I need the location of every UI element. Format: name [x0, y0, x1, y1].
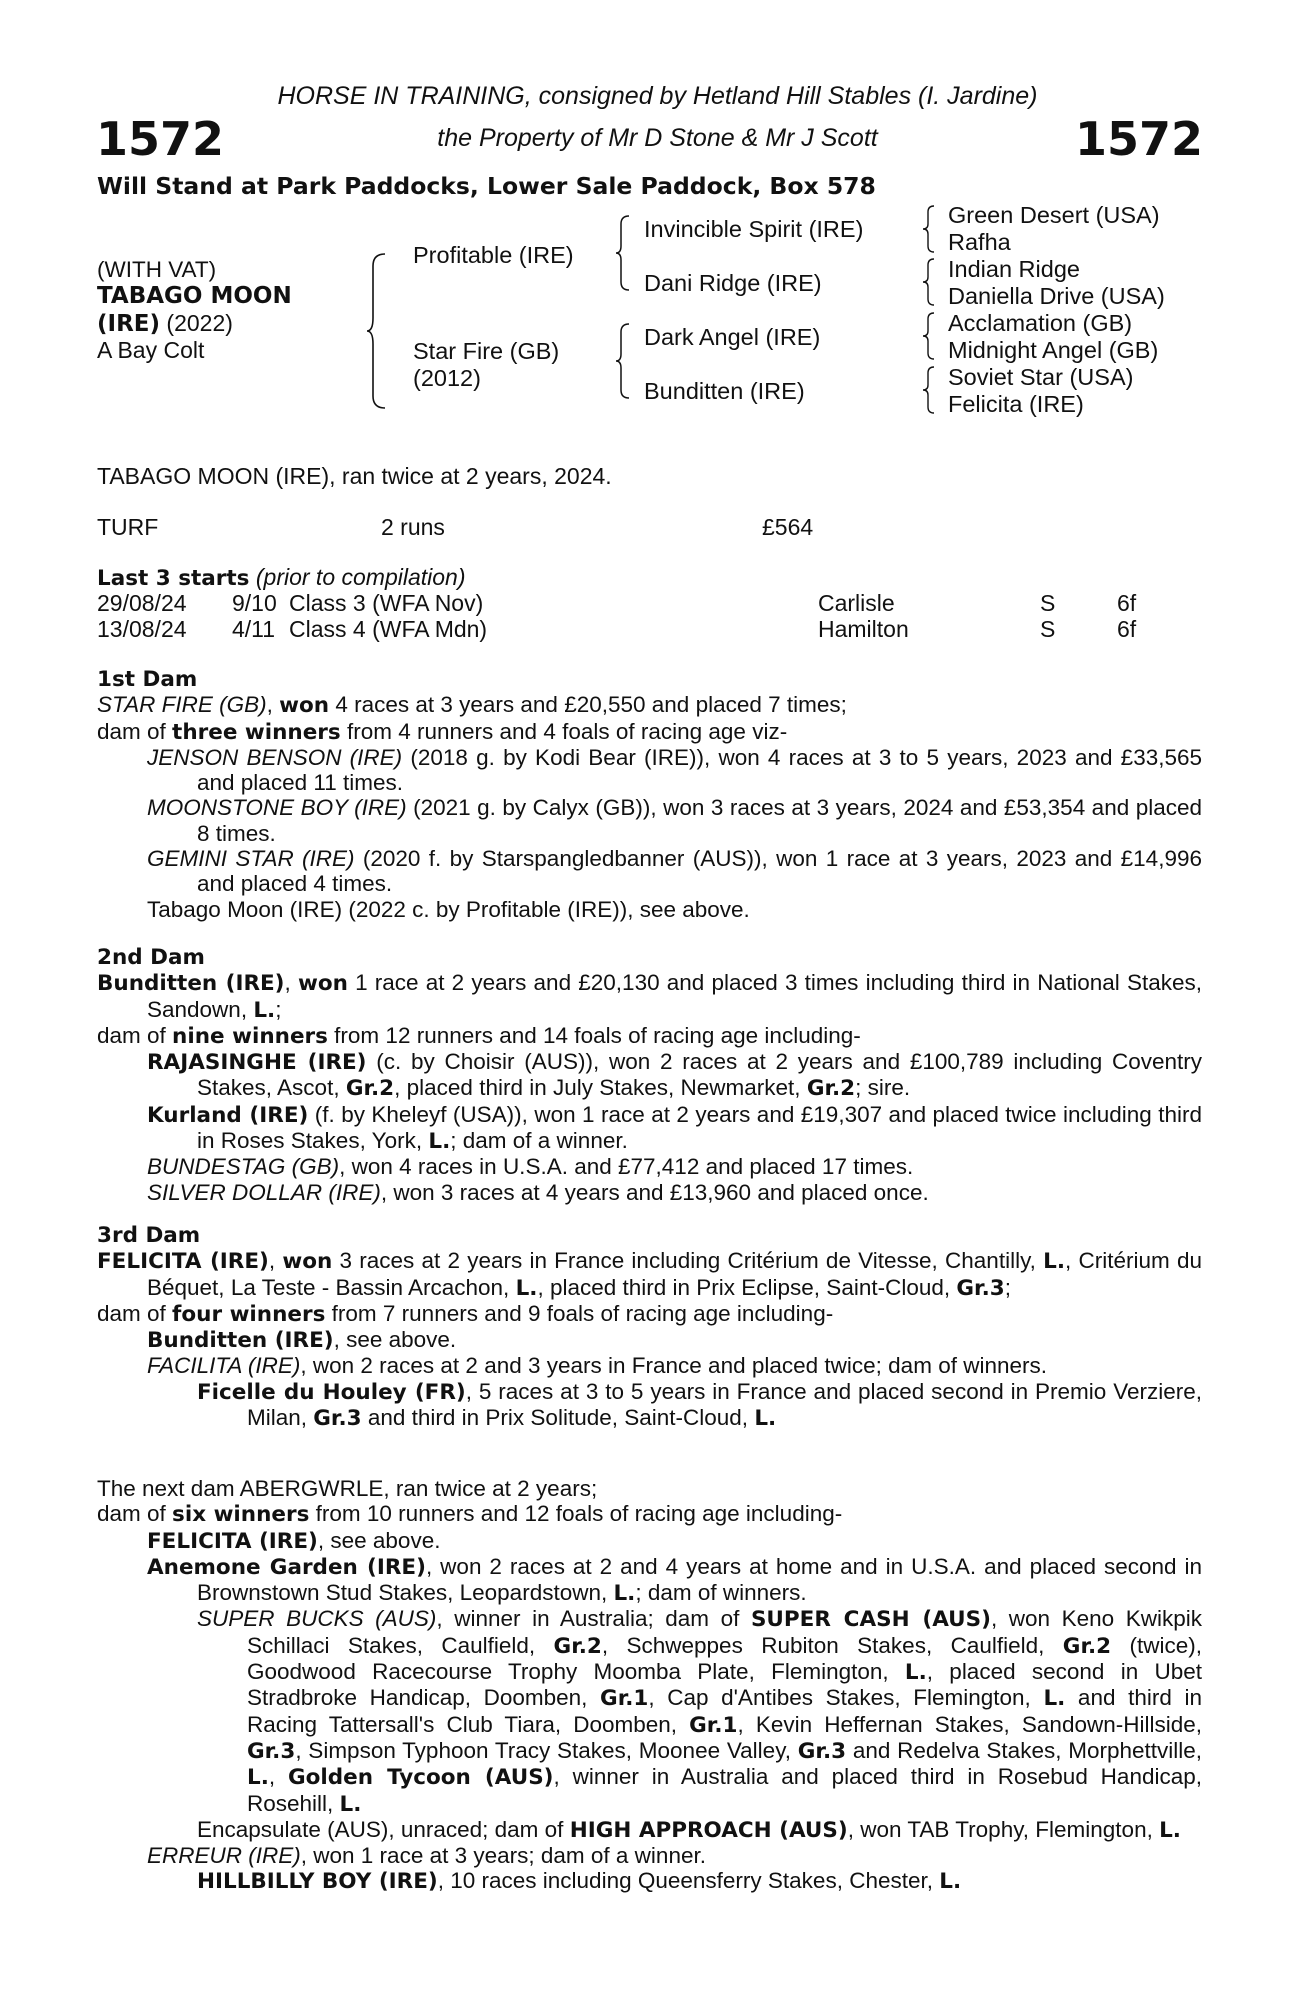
start-going: S — [1040, 616, 1056, 642]
turf-earnings: £564 — [762, 514, 814, 540]
pedigree-ddd: Felicita (IRE) — [948, 391, 1084, 417]
list-item: Ficelle du Houley (FR), 5 races at 3 to 5 years in France and placed second in Premio Verziere, Milan, Gr.3 and third in Prix Solitude, Saint-Cloud, L. — [197, 1378, 1202, 1432]
pedigree-brace-dam — [614, 322, 632, 400]
third-dam-produce: dam of four winners from 7 runners and 9 foals of racing age including- — [97, 1300, 834, 1327]
second-dam-section — [97, 944, 1202, 1205]
pedigree-ssd: Rafha — [948, 229, 1011, 255]
list-item: GEMINI STAR (IRE) (2020 f. by Starspangledbanner (AUS)), won 1 race at 3 years, 2023 and £14,996 and placed 4 times. — [147, 846, 1202, 897]
start-going: S — [1040, 590, 1056, 616]
second-dam-produce: dam of nine winners from 12 runners and 14 foals of racing age including- — [97, 1022, 861, 1049]
start-position: 9/10 — [232, 590, 277, 616]
start-race: Class 4 (WFA Mdn) — [289, 616, 488, 642]
list-item: FACILITA (IRE), won 2 races at 2 and 3 years in France and placed twice; dam of winners. — [147, 1353, 1047, 1379]
first-dam-record: STAR FIRE (GB), won 4 races at 3 years and £20,550 and placed 7 times; — [97, 692, 847, 719]
pedigree-sire-dam: Dani Ridge (IRE) — [644, 270, 822, 296]
second-dam-record: Bunditten (IRE), won 1 race at 2 years and £20,130 and placed 3 times including third in National Stakes, Sandown, L.; — [97, 970, 1202, 1023]
pedigree-sdd: Daniella Drive (USA) — [948, 283, 1165, 309]
horse-origin-year — [97, 310, 233, 337]
list-item: RAJASINGHE (IRE) (c. by Choisir (AUS)), won 2 races at 2 years and £100,789 including Coventry Stakes, Ascot, Gr.2, placed third in July Stakes, Newmarket, Gr.2; sire. — [147, 1049, 1202, 1102]
list-item: Anemone Garden (IRE), won 2 races at 2 and 4 years at home and in U.S.A. and placed second in Brownstown Stud Stakes, Leopardstown, L.; dam of winners. — [147, 1553, 1202, 1607]
pedigree-dam: Star Fire (GB) — [413, 338, 560, 364]
next-dam-record: The next dam ABERGWRLE, ran twice at 2 years; — [97, 1476, 598, 1501]
pedigree-brace-ss — [921, 204, 937, 254]
start-date: 13/08/24 — [97, 616, 187, 642]
pedigree-dam-year: (2012) — [413, 365, 481, 391]
second-dam-heading: 2nd Dam — [97, 945, 205, 970]
list-item: Bunditten (IRE), see above. — [147, 1327, 457, 1354]
turf-runs: 2 runs — [381, 514, 445, 540]
pedigree-sire: Profitable (IRE) — [413, 242, 574, 268]
first-dam-heading: 1st Dam — [97, 667, 198, 692]
pedigree-dds: Soviet Star (USA) — [948, 364, 1134, 390]
third-dam-heading: 3rd Dam — [97, 1223, 201, 1248]
list-item: Kurland (IRE) (f. by Kheleyf (USA)), won 1 race at 2 years and £19,307 and placed twice including third in Roses Stakes, York, L.; dam of a winner. — [147, 1101, 1202, 1155]
start-position: 4/11 — [232, 616, 276, 642]
list-item: SILVER DOLLAR (IRE), won 3 races at 4 years and £13,960 and placed once. — [147, 1179, 929, 1205]
first-dam-section — [97, 666, 1202, 922]
vat-note: (WITH VAT) — [97, 257, 217, 282]
start-course: Hamilton — [818, 616, 909, 642]
list-item: ERREUR (IRE), won 1 race at 3 years; dam of a winner. — [147, 1843, 706, 1869]
list-item: Tabago Moon (IRE) (2022 c. by Profitable (IRE)), see above. — [147, 896, 750, 922]
pedigree-brace-ds — [921, 311, 937, 361]
next-dam-produce: dam of six winners from 10 runners and 12 foals of racing age including- — [97, 1501, 843, 1528]
list-item: MOONSTONE BOY (IRE) (2021 g. by Calyx (GB)), won 3 races at 3 years, 2024 and £53,354 and placed 8 times. — [147, 795, 1202, 846]
third-dam-section — [97, 1222, 1202, 1431]
pedigree-brace-dd — [921, 365, 937, 415]
horse-origin: (IRE) — [97, 311, 161, 337]
turf-label: TURF — [97, 514, 159, 540]
pedigree-dam-dam: Bunditten (IRE) — [644, 378, 805, 404]
list-item: Encapsulate (AUS), unraced; dam of HIGH APPROACH (AUS), won TAB Trophy, Flemington, L. — [197, 1816, 1181, 1843]
start-race: Class 3 (WFA Nov) — [289, 590, 484, 616]
pedigree-brace-sd — [921, 257, 937, 307]
stand-location: Will Stand at Park Paddocks, Lower Sale Paddock, Box 578 — [97, 172, 876, 200]
pedigree-sds: Indian Ridge — [948, 256, 1080, 282]
pedigree-dsd: Midnight Angel (GB) — [948, 337, 1159, 363]
lot-number-right: 1572 — [1074, 112, 1203, 166]
last-starts-title: Last 3 starts — [97, 566, 250, 591]
horse-name: TABAGO MOON — [97, 283, 292, 309]
next-dam-section — [97, 1476, 1202, 1895]
start-distance: 6f — [1117, 590, 1137, 616]
horse-year: (2022) — [160, 310, 233, 336]
start-date: 29/08/24 — [97, 590, 187, 616]
last-starts-note: (prior to compilation) — [249, 564, 466, 590]
list-item: BUNDESTAG (GB), won 4 races in U.S.A. and £77,412 and placed 17 times. — [147, 1154, 914, 1180]
consignor-line: HORSE IN TRAINING, consigned by Hetland Hill Stables (I. Jardine) — [277, 82, 1038, 110]
list-item: SUPER BUCKS (AUS), winner in Australia; dam of SUPER CASH (AUS), won Keno Kwikpik Schillaci Stakes, Caulfield, Gr.2, Schweppes Rubiton Stakes, Caulfield, Gr.2 (twice), Goodwood Racecourse Trophy Moomba Plate, Flemington, L., placed second in Ubet Stradbroke Handicap, Doomben, Gr.1, Cap d'Antibes Stakes, Flemington, L. and third in Racing Tattersall's Club Tiara, Doomben, Gr.1, Kevin Heffernan Stakes, Sandown-Hillside, Gr.3, Simpson Typhoon Tracy Stakes, Moonee Valley, Gr.3 and Redelva Stakes, Morphettville, L., Golden Tycoon (AUS), winner in Australia and placed third in Rosebud Handicap, Rosehill, L. — [197, 1606, 1203, 1817]
pedigree-sire-sire: Invincible Spirit (IRE) — [644, 216, 864, 242]
pedigree-brace-sire — [614, 214, 632, 292]
start-distance: 6f — [1117, 616, 1137, 642]
property-line: the Property of Mr D Stone & Mr J Scott — [437, 124, 878, 152]
pedigree-brace-main — [365, 252, 389, 410]
list-item: HILLBILLY BOY (IRE), 10 races including Queensferry Stakes, Chester, L. — [197, 1868, 962, 1895]
pedigree-sss: Green Desert (USA) — [948, 202, 1160, 228]
first-dam-produce: dam of three winners from 4 runners and 4 foals of racing age viz- — [97, 718, 788, 745]
start-course: Carlisle — [818, 590, 895, 616]
last-starts-heading — [97, 564, 466, 591]
list-item: JENSON BENSON (IRE) (2018 g. by Kodi Bear (IRE)), won 4 races at 3 to 5 years, 2023 and £33,565 and placed 11 times. — [147, 744, 1203, 796]
list-item: FELICITA (IRE), see above. — [147, 1527, 441, 1554]
race-summary: TABAGO MOON (IRE), ran twice at 2 years, 2024. — [97, 463, 612, 489]
pedigree-dam-sire: Dark Angel (IRE) — [644, 324, 821, 350]
horse-description: A Bay Colt — [97, 337, 205, 363]
lot-number-left: 1572 — [96, 112, 225, 166]
pedigree-dss: Acclamation (GB) — [948, 310, 1133, 336]
third-dam-record: FELICITA (IRE), won 3 races at 2 years in France including Critérium de Vitesse, Chantilly, L., Critérium du Béquet, La Teste - Bassin Arcachon, L., placed third in Prix Eclipse, Saint-Cloud, Gr.3; — [97, 1248, 1202, 1301]
